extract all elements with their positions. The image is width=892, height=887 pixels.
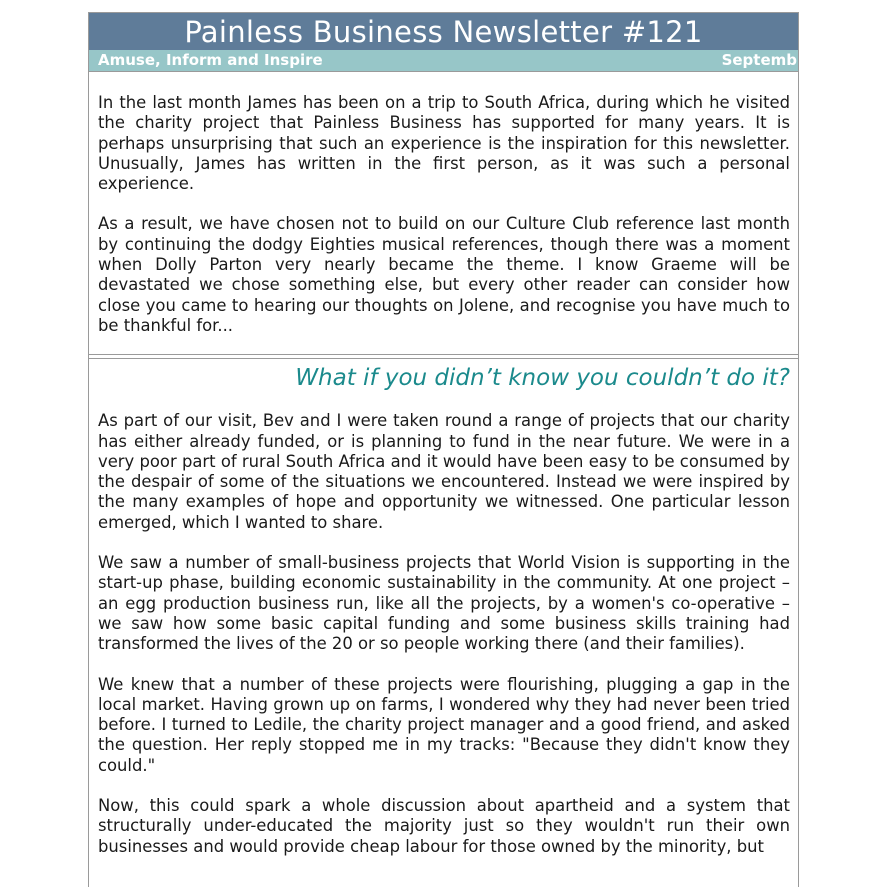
intro-section	[89, 72, 798, 336]
article-body	[89, 391, 798, 857]
article-heading: What if you didn’t know you couldn’t do it?	[295, 365, 790, 392]
newsletter-title: Painless Business Newsletter #121	[89, 13, 798, 50]
article-paragraph: As part of our visit, Bev and I were taken round a range of projects that our charity has either already funded, or is planning to fund in the near future. We were in a very poor part of rural South Africa and it would have been easy to be consumed by the despair of some of the situations we encountered. Instead we were inspired by the many examples of hope and opportunity we witnessed. One particular lesson emerged, which I wanted to share.	[98, 411, 790, 532]
strap-date: Septemb	[721, 51, 797, 69]
strap-tagline: Amuse, Inform and Inspire	[98, 51, 323, 69]
newsletter-frame	[88, 12, 799, 887]
intro-paragraph: As a result, we have chosen not to build on our Culture Club reference last month by continuing the dodgy Eighties musical references, though there was a moment when Dolly Parton very nearly became the theme. I know Graeme will be devastated we chose something else, but every other reader can consider how close you came to hearing our thoughts on Jolene, and recognise you have much to be thankful for...	[98, 214, 790, 335]
article-paragraph: We knew that a number of these projects were flourishing, plugging a gap in the local market. Having grown up on farms, I wondered why they had never been tried before. I turned to Ledile, the charity project manager and a good friend, and asked the question. Her reply stopped me in my tracks: "Because they didn't know they could."	[98, 674, 790, 775]
intro-paragraph: In the last month James has been on a trip to South Africa, during which he visited the charity project that Painless Business has supported for many years. It is perhaps unsurprising that such an experience is the inspiration for this newsletter. Unusually, James has written in the first person, as it was such a personal experience.	[98, 93, 790, 194]
article-paragraph: We saw a number of small-business projects that World Vision is supporting in the start-up phase, building economic sustainability in the community. At one project – an egg production business run, like all the projects, by a women's co-operative – we saw how some basic capital funding and some business skills training had transformed the lives of the 20 or so people working there (and their families).	[98, 553, 790, 654]
newsletter-strap	[89, 50, 798, 71]
article-paragraph: Now, this could spark a whole discussion about apartheid and a system that structurally under-educated the majority just so they wouldn't run their own businesses and would provide cheap labour for those owned by the minority, but	[98, 796, 790, 856]
